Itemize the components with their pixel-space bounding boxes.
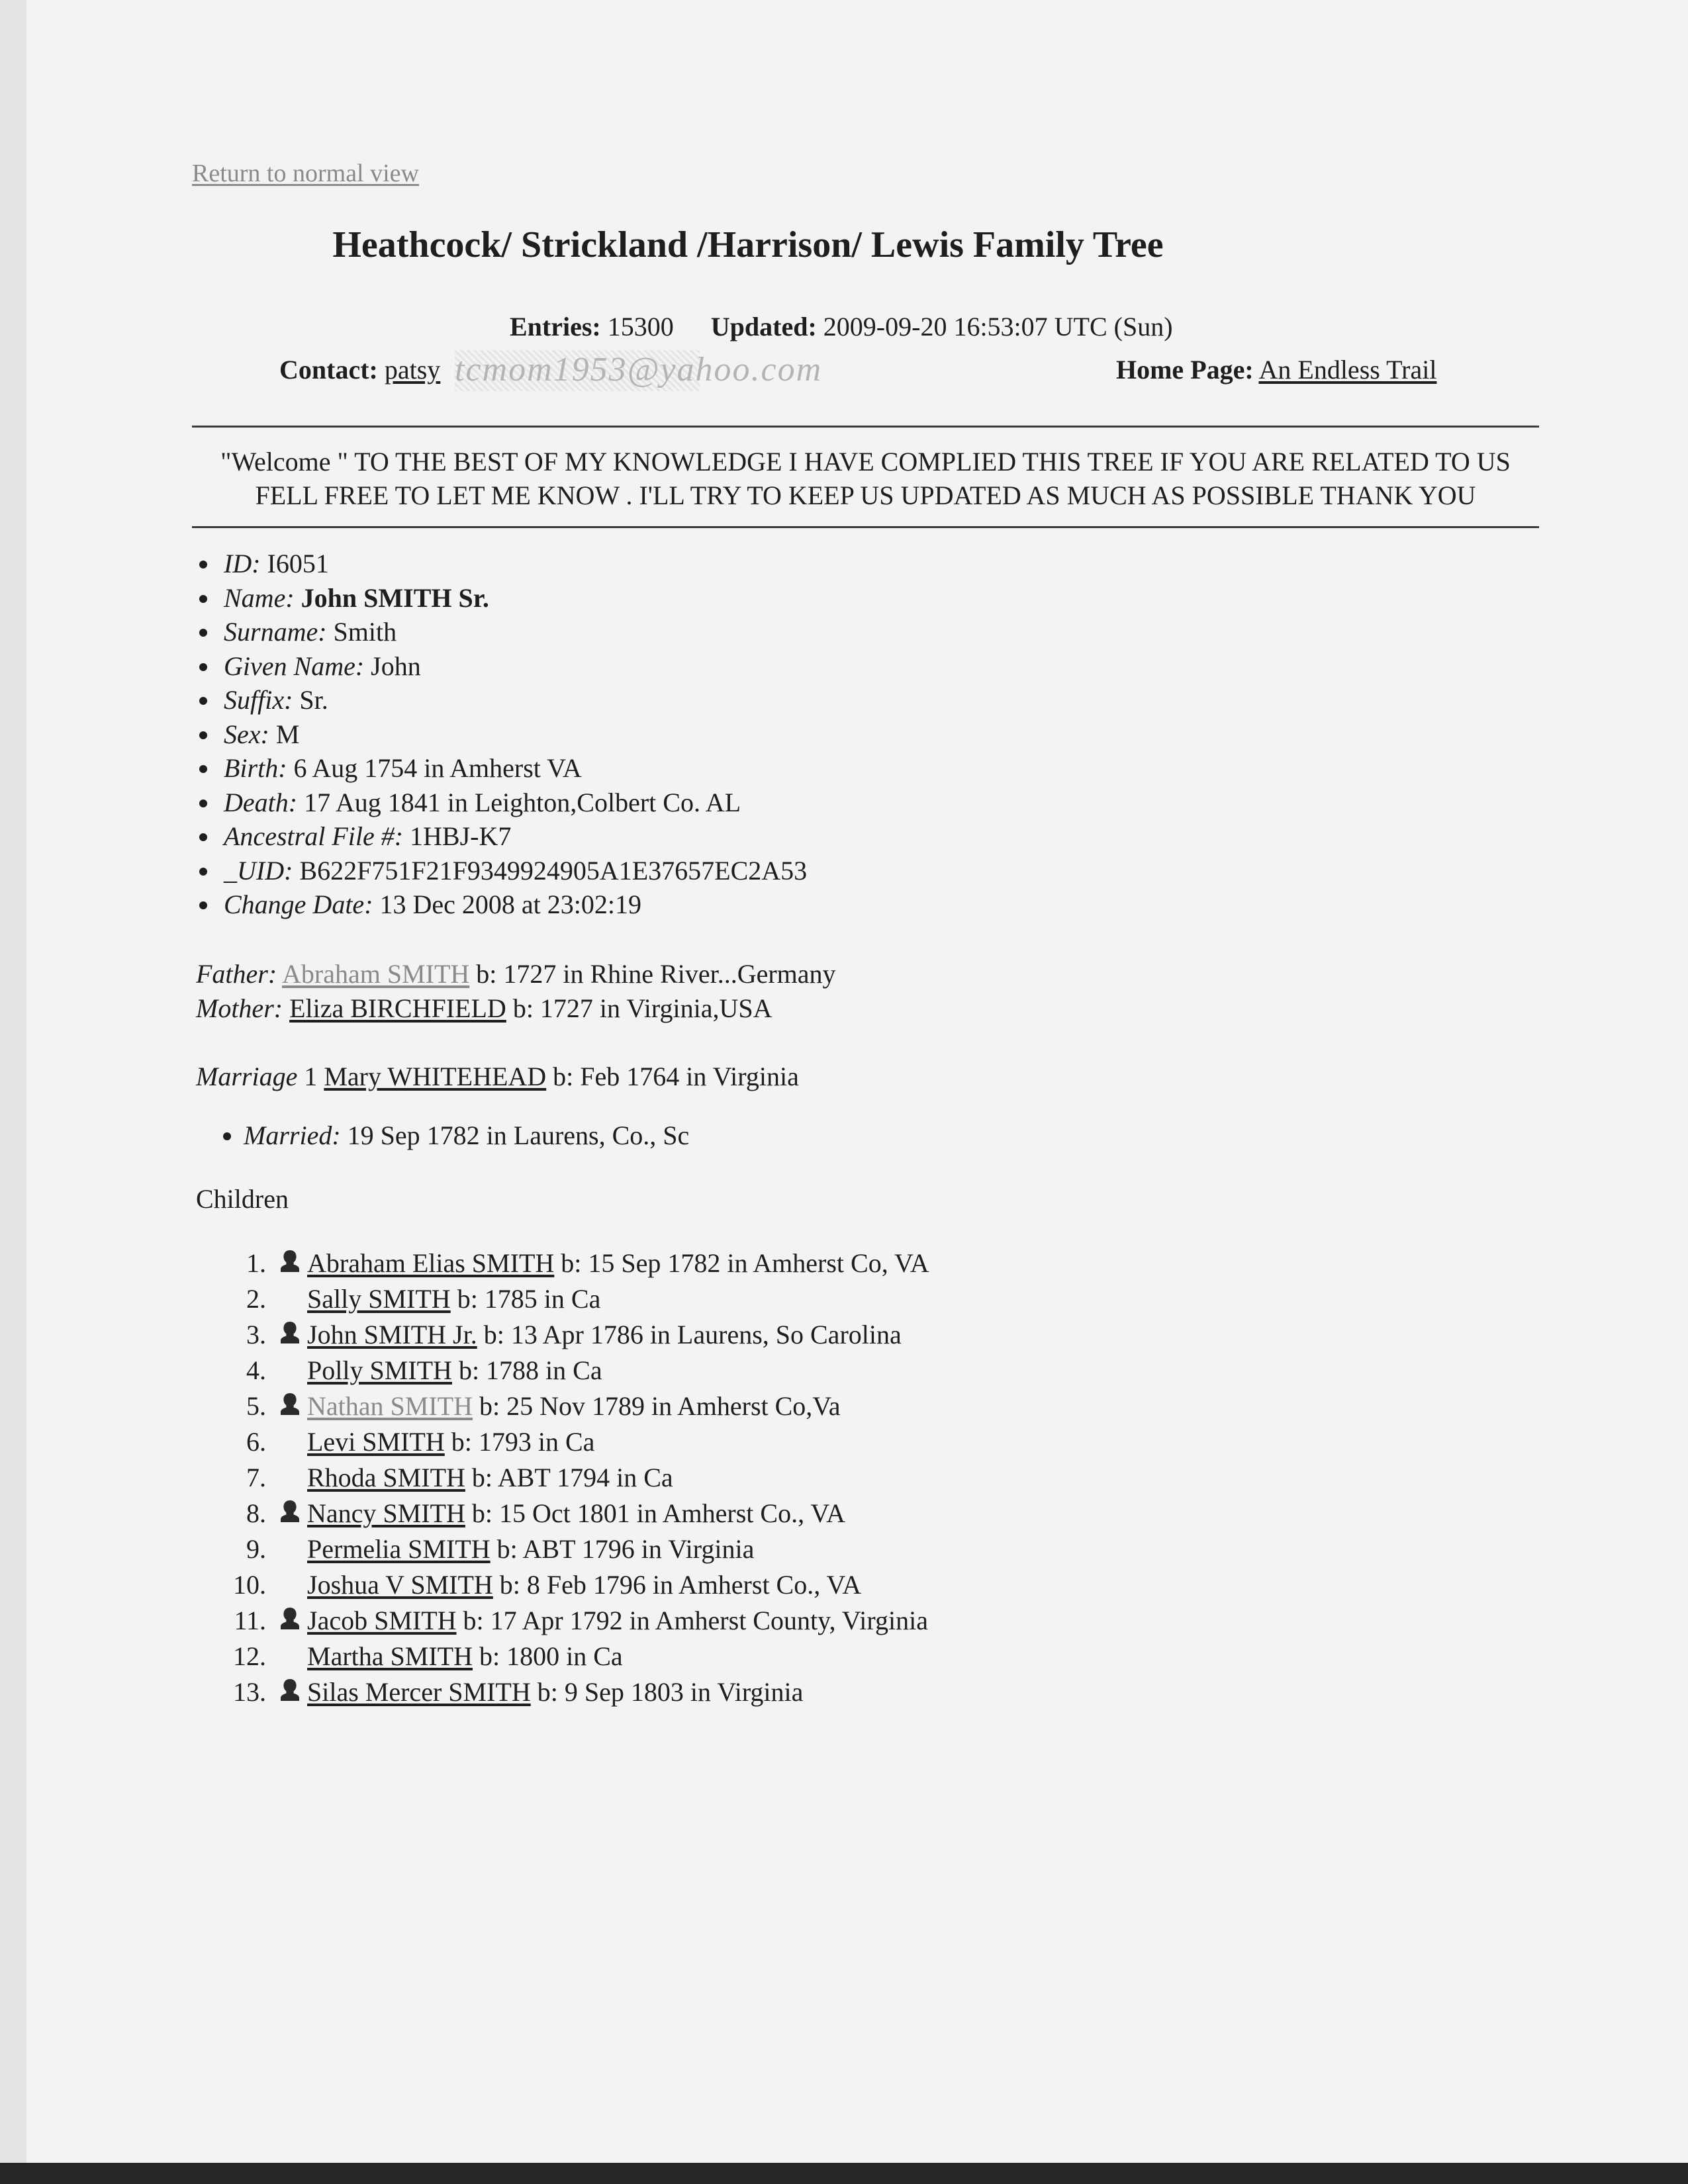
mother-link[interactable]: Eliza BIRCHFIELD	[289, 993, 506, 1023]
children-heading: Children	[196, 1184, 289, 1214]
child-link[interactable]: John SMITH Jr.	[307, 1320, 477, 1349]
child-link[interactable]: Abraham Elias SMITH	[307, 1248, 555, 1278]
return-to-normal-view-link[interactable]: Return to normal view	[192, 159, 419, 187]
attr-name: • Name: John SMITH Sr.	[220, 581, 807, 615]
child-link[interactable]: Sally SMITH	[307, 1284, 451, 1314]
child-item: 6. Levi SMITH b: 1793 in Ca	[246, 1427, 595, 1457]
child-link[interactable]: Levi SMITH	[307, 1427, 445, 1457]
attr-ancestral-file: • Ancestral File #: 1HBJ-K7	[220, 819, 807, 854]
person-silhouette-icon	[277, 1320, 307, 1346]
child-item: 2. Sally SMITH b: 1785 in Ca	[246, 1284, 601, 1314]
entries-value: 15300	[607, 312, 674, 341]
father-line	[196, 958, 836, 989]
person-silhouette-icon	[277, 1677, 307, 1704]
attr-suffix: • Suffix: Sr.	[220, 683, 807, 717]
home-page-group	[1116, 354, 1436, 385]
marriage-label: Marriage	[196, 1062, 298, 1091]
father-label: Father:	[196, 959, 277, 989]
contact-name-link[interactable]: patsy	[384, 355, 441, 385]
child-item: 12. Martha SMITH b: 1800 in Ca	[233, 1641, 623, 1671]
child-item: 11. Jacob SMITH b: 17 Apr 1792 in Amherst County, Virginia	[234, 1606, 928, 1635]
child-link[interactable]: Polly SMITH	[307, 1355, 452, 1385]
attr-sex: • Sex: M	[220, 717, 807, 752]
child-link[interactable]: Jacob SMITH	[307, 1606, 457, 1635]
home-page-link[interactable]: An Endless Trail	[1258, 355, 1437, 385]
mother-label: Mother:	[196, 993, 283, 1023]
child-item: 5. Nathan SMITH b: 25 Nov 1789 in Amherst Co,Va	[246, 1391, 841, 1421]
top-divider	[192, 426, 1539, 428]
person-silhouette-icon	[277, 1606, 307, 1632]
contact-line	[279, 351, 1464, 391]
father-info: b: 1727 in Rhine River...Germany	[476, 959, 836, 989]
contact-email-image: tcmom1953@yahoo.com	[455, 350, 700, 391]
mother-line	[196, 993, 773, 1024]
person-silhouette-icon	[277, 1391, 307, 1418]
father-link[interactable]: Abraham SMITH	[281, 959, 470, 989]
marriage-line	[196, 1061, 799, 1092]
attr-given-name: • Given Name: John	[220, 649, 807, 684]
spouse-link[interactable]: Mary WHITEHEAD	[324, 1062, 547, 1091]
child-link[interactable]: Nathan SMITH	[307, 1391, 473, 1421]
child-item: 7. Rhoda SMITH b: ABT 1794 in Ca	[246, 1463, 673, 1492]
children-list	[218, 1246, 929, 1710]
child-item: 3. John SMITH Jr. b: 13 Apr 1786 in Laurens, So Carolina	[246, 1320, 902, 1349]
child-link[interactable]: Permelia SMITH	[307, 1534, 491, 1564]
spouse-info: b: Feb 1764 in Virginia	[553, 1062, 799, 1091]
page-title: Heathcock/ Strickland /Harrison/ Lewis Family Tree	[332, 224, 1164, 265]
married-item: • Married: 19 Sep 1782 in Laurens, Co., Sc	[244, 1120, 689, 1151]
individual-attributes-list	[192, 547, 807, 922]
entries-updated-line	[510, 311, 1173, 342]
child-item: 10. Joshua V SMITH b: 8 Feb 1796 in Amherst Co., VA	[233, 1570, 862, 1600]
child-link[interactable]: Joshua V SMITH	[307, 1570, 493, 1600]
child-item: 4. Polly SMITH b: 1788 in Ca	[246, 1355, 602, 1385]
child-link[interactable]: Rhoda SMITH	[307, 1463, 465, 1492]
attr-uid: • _UID: B622F751F21F9349924905A1E37657EC2A53	[220, 854, 807, 888]
child-link[interactable]: Silas Mercer SMITH	[307, 1677, 531, 1707]
entries-label: Entries:	[510, 312, 601, 341]
child-link[interactable]: Martha SMITH	[307, 1641, 473, 1671]
updated-label: Updated:	[710, 312, 817, 341]
welcome-message: "Welcome " TO THE BEST OF MY KNOWLEDGE I HAVE COMPLIED THIS TREE IF YOU ARE RELATED TO US FELL FREE TO LET ME KNOW . I'LL TRY TO KEEP US UPDATED AS MUCH AS POSSIBLE THANK YOU	[220, 447, 1511, 510]
attr-death: • Death: 17 Aug 1841 in Leighton,Colbert Co. AL	[220, 786, 807, 820]
child-link[interactable]: Nancy SMITH	[307, 1498, 465, 1528]
attr-surname: • Surname: Smith	[220, 615, 807, 649]
attr-birth: • Birth: 6 Aug 1754 in Amherst VA	[220, 751, 807, 786]
home-page-label: Home Page:	[1116, 355, 1254, 385]
child-item: 13. Silas Mercer SMITH b: 9 Sep 1803 in Virginia	[233, 1677, 804, 1707]
child-item: 9. Permelia SMITH b: ABT 1796 in Virginia	[246, 1534, 755, 1564]
person-silhouette-icon	[277, 1498, 307, 1525]
child-item: 8. Nancy SMITH b: 15 Oct 1801 in Amherst Co., VA	[246, 1498, 845, 1528]
mother-info: b: 1727 in Virginia,USA	[512, 993, 773, 1023]
attr-id: • ID: I6051	[220, 547, 807, 581]
marriage-number: 1	[304, 1062, 318, 1091]
contact-label: Contact:	[279, 355, 378, 385]
attr-change-date: • Change Date: 13 Dec 2008 at 23:02:19	[220, 887, 807, 922]
updated-value: 2009-09-20 16:53:07 UTC (Sun)	[823, 312, 1173, 341]
marriage-details	[216, 1120, 689, 1151]
child-item: 1. Abraham Elias SMITH b: 15 Sep 1782 in Amherst Co, VA	[246, 1248, 929, 1278]
bottom-divider	[192, 526, 1539, 528]
person-silhouette-icon	[277, 1248, 307, 1275]
